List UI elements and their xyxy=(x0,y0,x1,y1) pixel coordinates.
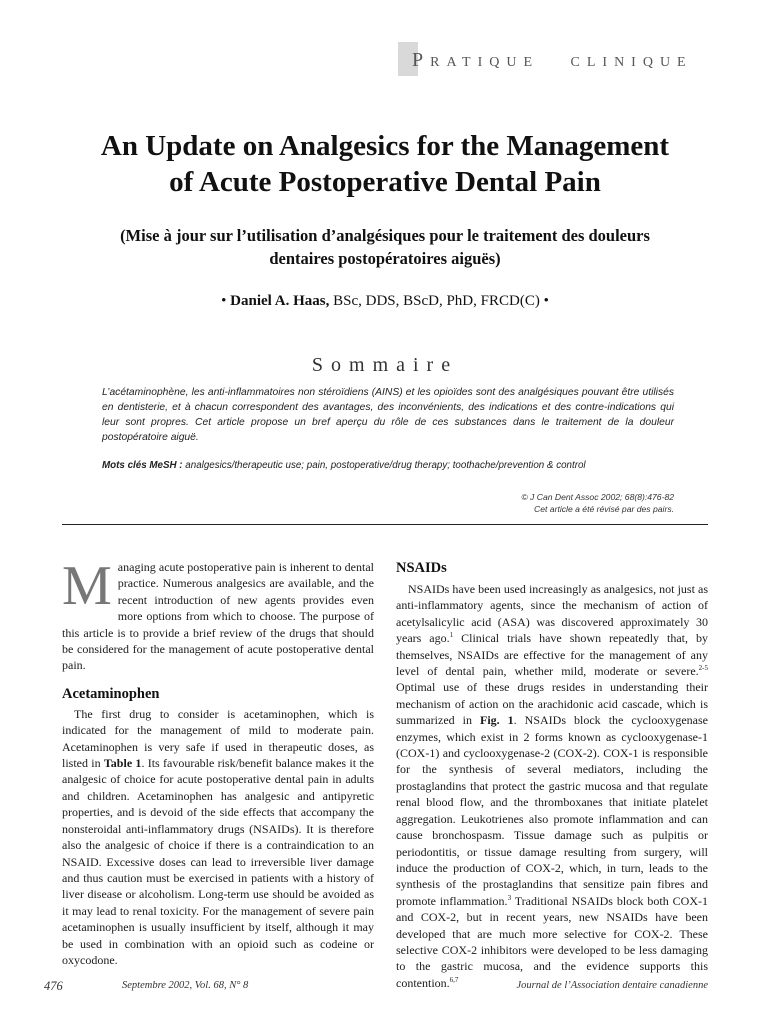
nsaids-text-1: NSAIDs have been used increasingly as analgesics, not just as anti-inflammatory agents, since the mechanism of action of acetylsalicylic acid (ASA) was discovered approximately 30 years ago. xyxy=(396,582,708,646)
article-title xyxy=(60,128,710,200)
section-header xyxy=(398,42,714,76)
article-subtitle xyxy=(60,224,710,270)
mesh-terms: analgesics/therapeutic use; pain, postoperative/drug therapy; toothache/prevention & control xyxy=(182,460,586,471)
section-header-word1: RATIQUE xyxy=(430,55,540,70)
nsaids-paragraph xyxy=(396,581,708,991)
abstract-text: L’acétaminophène, les anti-inflammatoires non stéroïdiens (AINS) et les opioïdes sont des analgésiques pouvant être utilisés en dentisterie, et à chacun correspondent des avantages, des inconvénients, des indications et des contre-indications qui leur sont propres. Cet article propose un bref aperçu du rôle de ces substances dans le traitement de la douleur postopératoire aiguë. xyxy=(102,387,674,443)
title-line-2: of Acute Postoperative Dental Pain xyxy=(169,166,601,198)
author-name: Daniel A. Haas, xyxy=(230,293,330,309)
peer-review-note: Cet article a été révisé par des pairs. xyxy=(534,504,674,514)
reference-2: 2-5 xyxy=(698,664,708,673)
issue-info: Septembre 2002, Vol. 68, N° 8 xyxy=(122,980,249,991)
nsaids-text-4: . NSAIDs block the cyclooxygenase enzymes, which exist in 2 forms known as cyclooxygenase-1 (COX-1) and cyclooxygenase-2 (COX-2). COX-1 is responsible for the synthesis of several mediators, including the prostaglandins that protect the gastric mucosa and that regulate renal blood flow, and the thromboxanes that initiate platelet aggregation. Leukotrienes also promote inflammation and can cause bronchospasm. Tissue damage such as pulpitis or periodontitis, or tissue damage resulting from surgery, will induce the production of COX-2, which, in turn, leads to the synthesis of the prostaglandins that sensitize pain fibres and promote inflammation. xyxy=(396,713,708,908)
sommaire-heading: Sommaire xyxy=(311,354,459,376)
mesh-label: Mots clés MeSH : xyxy=(102,460,183,471)
horizontal-divider xyxy=(62,524,708,525)
section-header-word2: CLINIQUE xyxy=(570,55,693,70)
citation-block xyxy=(380,491,674,515)
acetaminophen-heading: Acetaminophen xyxy=(62,685,160,702)
mesh-keywords xyxy=(102,460,682,471)
reference-3: 3 xyxy=(507,893,512,902)
intro-text: anaging acute postoperative pain is inherent to dental practice. Numerous analgesics are available, and the recent introduction of new agents provides even more options from which to choose. The purpose of this article is to provide a brief review of the drugs that should be considered for the management of acute postoperative dental pain. xyxy=(62,560,374,673)
section-header-text xyxy=(412,49,693,72)
drop-cap: M xyxy=(62,555,112,617)
citation: © J Can Dent Assoc 2002; 68(8):476-82 xyxy=(521,492,674,502)
nsaids-text-3: Optimal use of these drugs resides in understanding their mechanism of action on the arachidonic acid cascade, which is summarized in xyxy=(396,680,708,728)
intro-paragraph xyxy=(62,555,374,674)
acetaminophen-paragraph xyxy=(62,706,374,969)
acetaminophen-text-a: The first drug to consider is acetaminophen, which is indicated for the management of mild to moderate pain. Acetaminophen is very safe if used in therapeutic doses, as listed in xyxy=(62,706,374,771)
journal-name: Journal de l’Association dentaire canadienne xyxy=(516,980,708,991)
section-header-initial: P xyxy=(412,49,431,71)
reference-1: 1 xyxy=(449,631,454,640)
author-line xyxy=(60,293,710,310)
nsaids-heading: NSAIDs xyxy=(396,560,447,576)
nsaids-text-2: Clinical trials have shown repeatedly that, by themselves, NSAIDs are effective for the management of any level of dental pain, whether mild, moderate or severe. xyxy=(396,631,708,679)
subtitle-line-1: (Mise à jour sur l’utilisation d’analgésiques pour le traitement des douleurs xyxy=(120,226,650,245)
page-number: 476 xyxy=(44,979,63,993)
table-1-reference: Table 1 xyxy=(103,756,142,771)
nsaids-text-5: Traditional NSAIDs block both COX-1 and COX-2, but in recent years, new NSAIDs have been developed that are much more selective for COX-2. These selective COX-2 inhibitors were developed to be less damaging to the gastric mucosa, and the evidence supports this contention. xyxy=(396,893,708,990)
reference-4: 6,7 xyxy=(449,975,459,984)
left-column xyxy=(62,555,374,968)
author-credentials: BSc, DDS, BScD, PhD, FRCD(C) • xyxy=(329,293,549,309)
right-column xyxy=(396,558,708,991)
title-line-1: An Update on Analgesics for the Management xyxy=(100,130,670,162)
author-bullet: • xyxy=(221,293,231,309)
figure-1-reference: Fig. 1 xyxy=(480,713,514,728)
subtitle-line-2: dentaires postopératoires aiguës) xyxy=(269,249,501,268)
acetaminophen-text-b: . Its favourable risk/benefit balance makes it the analgesic of choice for acute postoperative dental pain in adults and children. Acetaminophen has analgesic and antipyretic properties, and is devoid of the side effects that accompany the nonsteroidal anti-inflammatory drugs (NSAIDs). It is therefore also the analgesic of choice if there is a contraindication to an NSAID. Excessive doses can lead to irreversible liver damage and thus caution must be exercised in patients with a history of liver disease or alcoholism. Long-term use should be avoided as it may lead to renal toxicity. For the management of severe pain acetaminophen is usually insufficient by itself, although it may be used in combination with an opioid such as codeine or oxycodone. xyxy=(62,756,374,967)
